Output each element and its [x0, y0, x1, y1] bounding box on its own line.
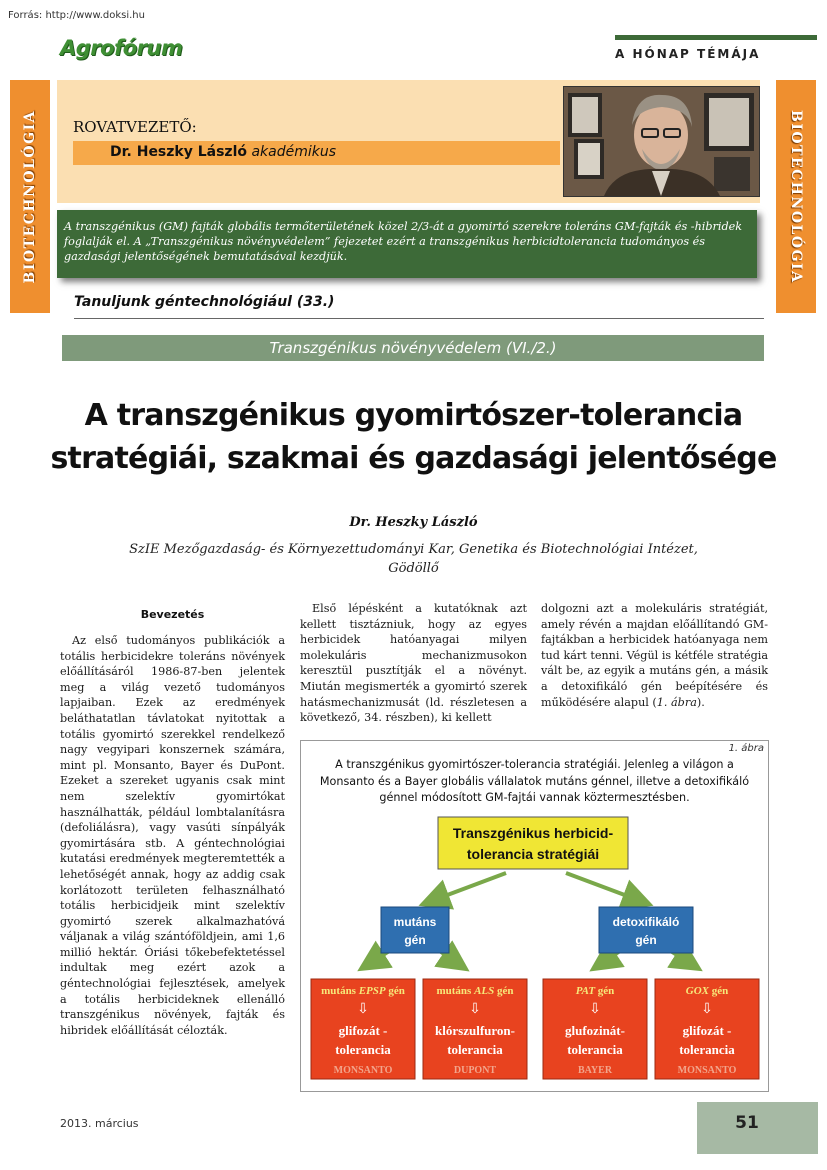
figure-reference: 1. ábra: [656, 695, 697, 709]
leaf-company-gox: MONSANTO: [677, 1065, 737, 1076]
column-2-text: Első lépésként a kutatóknak azt kellett tisztázniuk, hogy az egyes herbicidek hatóanyagai milyen molekuláris mechanizmusokon keresztül pusztítják el a növényt. Miután megismerték a gyomirtó szerek hatásmechanizmusát (ld. részletesen a következő, 34. részben), ki kellett: [300, 602, 527, 725]
header-rule: [615, 35, 817, 40]
editor-title: akadémikus: [251, 144, 337, 160]
section-title: Transzgénikus növényvédelem (VI./2.): [269, 339, 557, 357]
article-title: [40, 394, 787, 480]
leaf-line-2-epsp: tolerancia: [335, 1042, 391, 1057]
brand-logo: Agrofórum: [60, 36, 183, 60]
arrow-root-to-detox: [566, 873, 646, 903]
column-editor-label: ROVATVEZETŐ:: [73, 118, 197, 136]
leaf-epsp: [311, 979, 415, 1079]
page-number: 51: [735, 1113, 759, 1133]
month-theme-label: A HÓNAP TÉMÁJA: [615, 47, 761, 61]
column-3-text-start: dolgozni azt a molekuláris stratégiát, amely révén a majdan előállítandó GM-fajtákban a herbicidek hatóanyaga nem tud kárt tenni. Végül is kétféle stratégia vált be, az egyik a mutáns gén, a másik a detoxifikáló gén beépítésére és működésére alapul (: [541, 602, 768, 709]
root-node-line-1: Transzgénikus herbicid-: [452, 825, 614, 841]
column-1-text: Az első tudományos publikációk a totális herbicidekre toleráns növények előállításáról 1986-87-ben jelentek meg a világ vezető tudományos lapjaiban. Ezek az eredmények beláthatatlan távlatokat nyitottak a totális gyomirtó szerekkel rendelkező nagy vegyipari konszernek számára, mint pl. Monsanto, Bayer és DuPont. Ezeket a szereket ugyanis csak mint nem szelektív gyomirtókat használhatták, például lombtalanításra (defoliálásra), vagy vasúti sínpályák gyomirtására stb. A géntechnológiai kutatási eredmények megteremtették a lehetőségét annak, hogy az addig csak korlátozott területen felhasználható totális herbicidjeik mint szelektív gyomirtó szerek alkalmazhatóvá váljanak a világ szántóföldjein, ami 1,6 millió hektár. Óriási tőkebefektetéssel indultak meg ezért azok a géntechnológiai fejlesztések, amelyek a totális herbicideknek ellenálló transzgénikus növények, fajták és hibridek előállítását célozták.: [60, 634, 285, 1037]
leaf-line-1-gox: glifozát -: [682, 1023, 732, 1038]
affiliation-line-2: Gödöllő: [388, 561, 439, 576]
leaf-line-2-als: tolerancia: [447, 1042, 503, 1057]
footer-date: 2013. március: [60, 1117, 139, 1130]
article-title-line-2: stratégiái, szakmai és gazdasági jelentősége: [50, 441, 777, 476]
editor-credit: [110, 144, 336, 160]
leaf-gene-epsp: mutáns EPSP gén: [321, 985, 405, 997]
mutant-gene-line-2: gén: [404, 933, 426, 947]
affiliation: [60, 540, 767, 578]
leaf-company-pat: BAYER: [577, 1065, 613, 1076]
detox-gene-line-1: detoxifikáló: [612, 915, 680, 929]
figure-1: [300, 740, 769, 1092]
down-arrow-icon: ⇩: [357, 1001, 369, 1017]
source-note: Forrás: http://www.doksi.hu: [8, 10, 145, 21]
leaf-line-2-pat: tolerancia: [567, 1042, 623, 1057]
side-tab-right: [776, 80, 816, 313]
root-node-line-2: tolerancia stratégiái: [466, 846, 600, 862]
leaf-company-als: DUPONT: [453, 1065, 497, 1076]
mutant-gene-line-1: mutáns: [393, 915, 437, 929]
down-arrow-icon: ⇩: [589, 1001, 601, 1017]
leaf-gene-pat: PAT gén: [575, 985, 615, 997]
article-title-line-1: A transzgénikus gyomirtószer-tolerancia: [84, 398, 743, 433]
figure-caption: A transzgénikus gyomirtószer-tolerancia stratégiái. Jelenleg a világon a Monsanto és a Bayer globális vállalatok mutáns génnel, illetve a detoxifikáló génnel módosított GM-fajtái vannak köztermesztésben.: [319, 758, 750, 804]
leaf-gox: [655, 979, 759, 1079]
down-arrow-icon: ⇩: [701, 1001, 713, 1017]
leaf-line-1-pat: glufozinát-: [565, 1023, 625, 1038]
leaf-gene-als: mutáns ALS gén: [436, 985, 514, 997]
article-author: Dr. Heszky László: [349, 515, 478, 530]
side-label-left: BIOTECHNOLÓGIA: [22, 109, 38, 284]
column-3-text-end: ).: [696, 695, 705, 709]
side-label-right: BIOTECHNOLÓGIA: [788, 109, 804, 284]
leaf-line-1-als: klórszulfuron-: [435, 1023, 515, 1038]
author-portrait-image: [564, 87, 759, 196]
leaf-pat: [543, 979, 647, 1079]
affiliation-line-1: SzIE Mezőgazdaság- és Környezettudományi Kar, Genetika és Biotechnológiai Intézet,: [129, 542, 698, 557]
leaf-gene-gox: GOX gén: [685, 985, 729, 997]
leaf-line-2-gox: tolerancia: [679, 1042, 735, 1057]
series-title: Tanuljunk géntechnológiául (33.): [74, 294, 335, 310]
detox-gene-line-2: gén: [635, 933, 657, 947]
strategy-diagram: [301, 741, 768, 1091]
leaf-company-epsp: MONSANTO: [333, 1065, 393, 1076]
column-2: [300, 601, 527, 726]
leaf-als: [423, 979, 527, 1079]
author-photo: [563, 86, 760, 197]
leaf-line-1-epsp: glifozát -: [338, 1023, 388, 1038]
series-rule: [74, 318, 764, 319]
figure-label: 1. ábra: [728, 743, 764, 754]
arrow-root-to-mutant: [426, 873, 506, 903]
down-arrow-icon: ⇩: [469, 1001, 481, 1017]
column-1: [60, 633, 285, 1038]
column-3: [541, 601, 768, 710]
side-tab-left: [10, 80, 50, 313]
intro-text: A transzgénikus (GM) fajták globális termőterületének közel 2/3-át a gyomirtó szerekre toleráns GM-fajták és -hibridek foglalják el. A „Transzgénikus növényvédelem” fejezetet ezért a transzgénikus herbicidtolerancia tudományos és gazdasági jelentőségének bemutatásával kezdjük.: [64, 220, 743, 263]
editor-name: Dr. Heszky László: [110, 144, 247, 160]
column-3-text: [541, 601, 768, 710]
intro-heading: Bevezetés: [140, 608, 205, 621]
